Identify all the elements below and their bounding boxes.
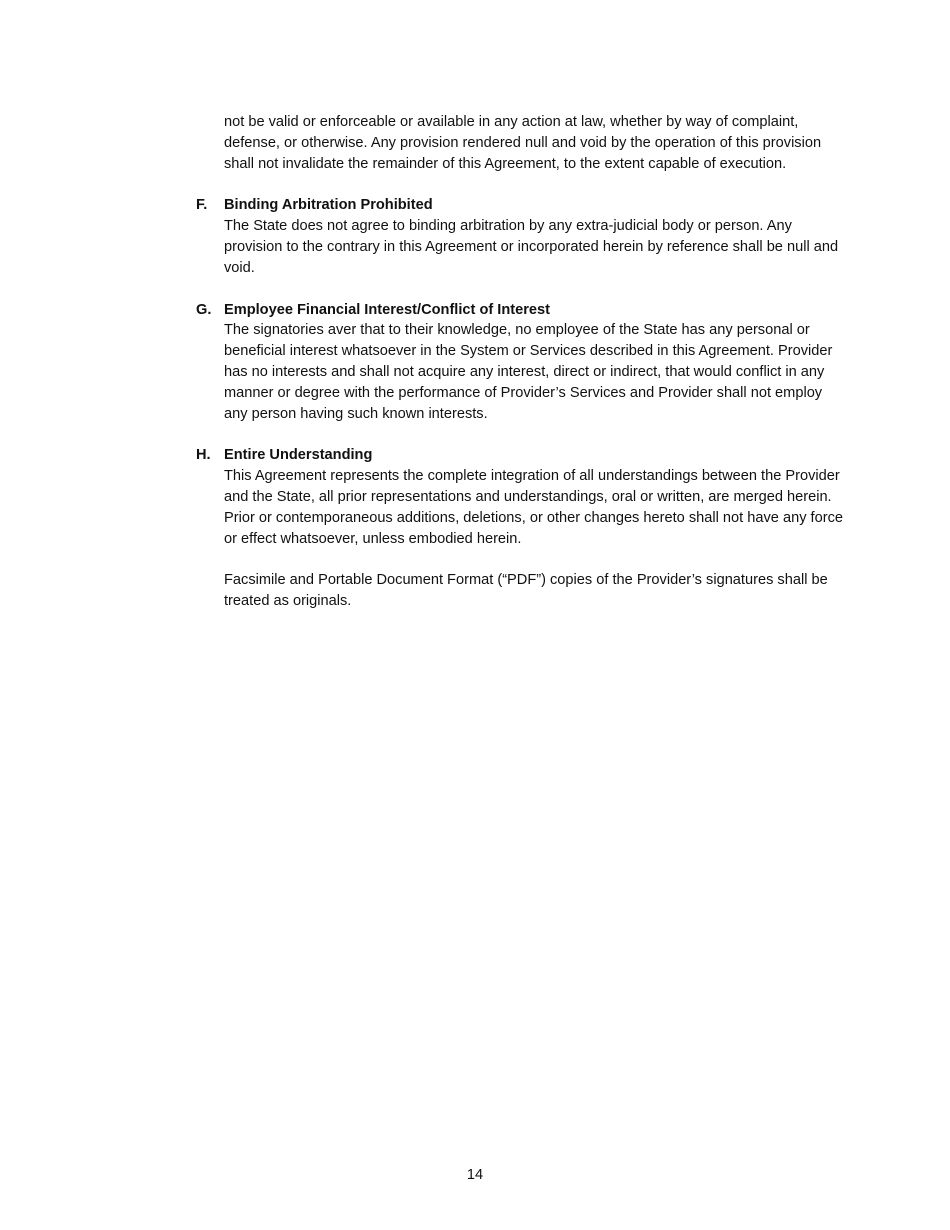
section-letter: G. <box>196 301 212 318</box>
section-title: Entire Understanding <box>224 447 373 464</box>
facsimile-paragraph: Facsimile and Portable Document Format (“PDF”) copies of the Provider’s signatures shall be treated as originals. <box>224 572 828 610</box>
page-number: 14 <box>466 1167 484 1183</box>
section-letter: F. <box>196 197 208 214</box>
continued-paragraph: not be valid or enforceable or available in any action at law, whether by way of complaint, defense, or otherwise. Any provision rendered null and void by the operation of this provision shall not invalidate the remainder of this Agreement, to the extent capable of execution. <box>224 114 822 172</box>
section-body: The State does not agree to binding arbitration by any extra-judicial body or person. Any provision to the contrary in this Agreement or incorporated herein by reference shall be null and void. <box>224 218 839 276</box>
section-letter: H. <box>196 447 211 464</box>
section-heading <box>196 195 846 216</box>
section-body: This Agreement represents the complete integration of all understandings between the Provider and the State, all prior representations and understandings, oral or written, are merged herein. Prior or contemporaneous additions, deletions, or other changes hereto shall not have any force or effect whatsoever, unless embodied herein. <box>224 468 843 547</box>
section-conflict-of-interest <box>196 300 846 425</box>
section-binding-arbitration <box>196 195 846 278</box>
section-title: Employee Financial Interest/Conflict of Interest <box>224 301 550 318</box>
section-heading <box>196 445 846 466</box>
page-content <box>196 112 846 633</box>
section-body: The signatories aver that to their knowledge, no employee of the State has any personal or beneficial interest whatsoever in the System or Services described in this Agreement. Provider has no interests and shall not acquire any interest, direct or indirect, that would conflict in any manner or degree with the performance of Provider’s Services and Provider shall not employ any person having such known interests. <box>224 322 833 422</box>
section-heading <box>196 300 846 321</box>
section-entire-understanding <box>196 445 846 612</box>
section-title: Binding Arbitration Prohibited <box>224 197 433 214</box>
